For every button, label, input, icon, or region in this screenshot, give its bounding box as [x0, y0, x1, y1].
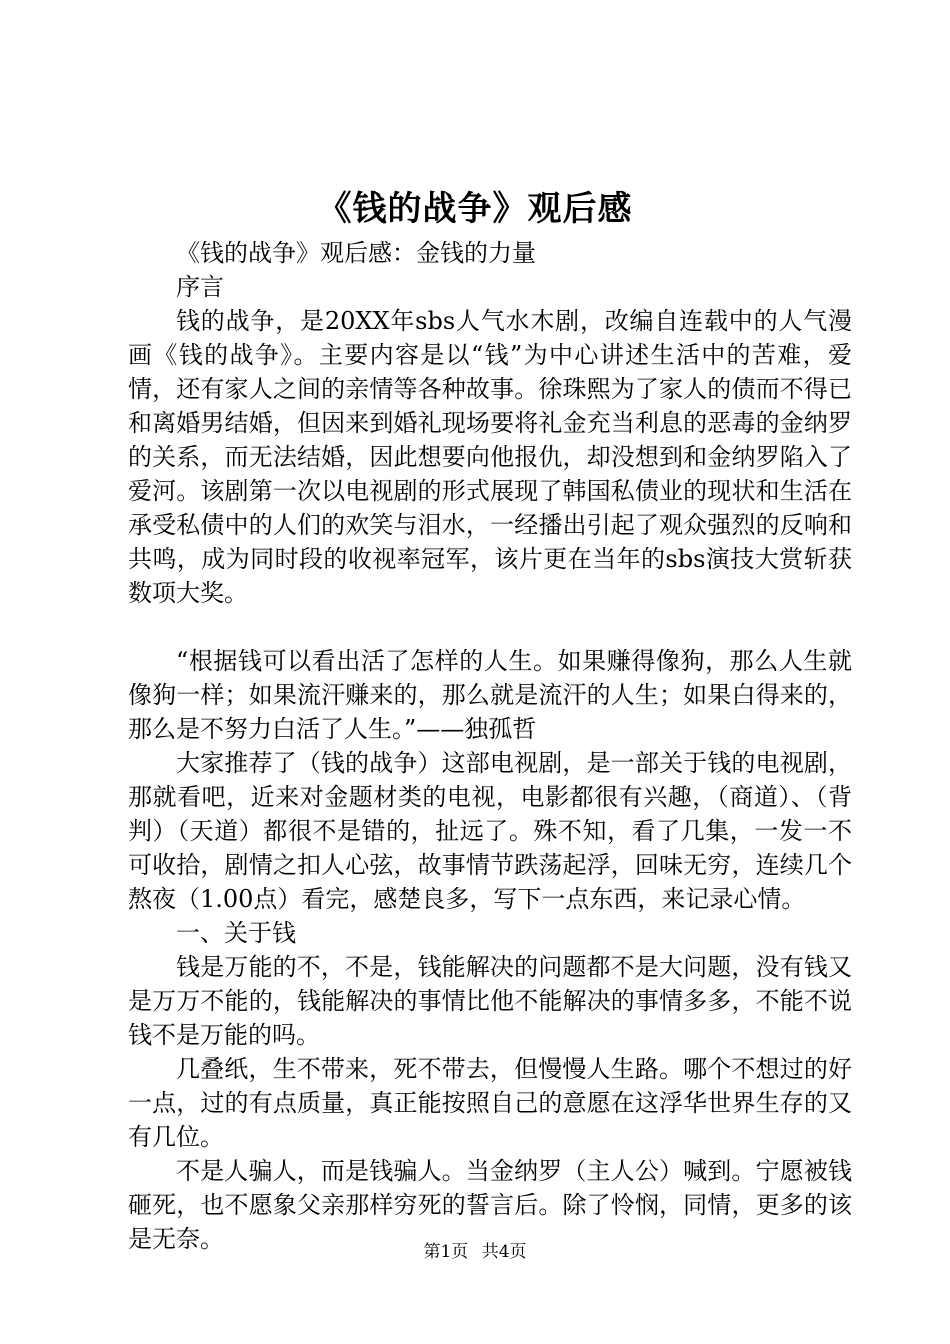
- recommendation-paragraph: 大家推荐了（钱的战争）这部电视剧，是一部关于钱的电视剧，那就看吧，近来对金题材类的电视，电影都很有兴趣，（商道）、（背判）（天道）都很不是错的，扯远了。殊不知，看了几集，一发一不可收拾，剧情之扣人心弦，故事情节跌荡起浮，回味无穷，连续几个熬夜（1.00点）看完，感楚良多，写下一点东西，来记录心情。: [128, 749, 852, 913]
- page-footer: [0, 1240, 950, 1264]
- money-paragraph-2: 几叠纸，生不带来，死不带去，但慢慢人生路。哪个不想过的好一点，过的有点质量，真正能按照自己的意愿在这浮华世界生存的又有几位。: [128, 1055, 852, 1151]
- section-heading-money: 一、关于钱: [176, 919, 296, 947]
- money-paragraph-3: 不是人骗人，而是钱骗人。当金纳罗（主人公）喊到。宁愿被钱砸死，也不愿象父亲那样穷死的誓言后。除了怜悯，同情，更多的该是无奈。: [128, 1157, 852, 1253]
- money-paragraph-1: 钱是万能的不，不是，钱能解决的问题都不是大问题，没有钱又是万万不能的，钱能解决的事情比他不能解决的事情多多，不能不说钱不是万能的吗。: [128, 953, 852, 1049]
- preface-heading: 序言: [176, 273, 224, 301]
- quote-paragraph: “根据钱可以看出活了怎样的人生。如果赚得像狗，那么人生就像狗一样；如果流汗赚来的，那么就是流汗的人生；如果白得来的，那么是不努力白活了人生。”——独孤哲: [128, 647, 852, 743]
- document-body: [128, 236, 852, 1256]
- intro-paragraph: 钱的战争，是20XX年sbs人气水木剧，改编自连载中的人气漫画《钱的战争》。主要内容是以“钱”为中心讲述生活中的苦难，爱情，还有家人之间的亲情等各种故事。徐珠熙为了家人的债而不得已和离婚男结婚，但因来到婚礼现场要将礼金充当利息的恶毒的金纳罗的关系，而无法结婚，因此想要向他报仇，却没想到和金纳罗陷入了爱河。该剧第一次以电视剧的形式展现了韩国私债业的现状和生活在承受私债中的人们的欢笑与泪水，一经播出引起了观众强烈的反响和共鸣，成为同时段的收视率冠军，该片更在当年的sbs演技大赏斩获数项大奖。: [128, 307, 852, 607]
- document-title: 《钱的战争》观后感: [317, 189, 633, 229]
- page-number: 第1页: [423, 1242, 469, 1262]
- page-total: 共4页: [481, 1242, 527, 1262]
- subtitle-paragraph: 《钱的战争》观后感：金钱的力量: [176, 239, 536, 267]
